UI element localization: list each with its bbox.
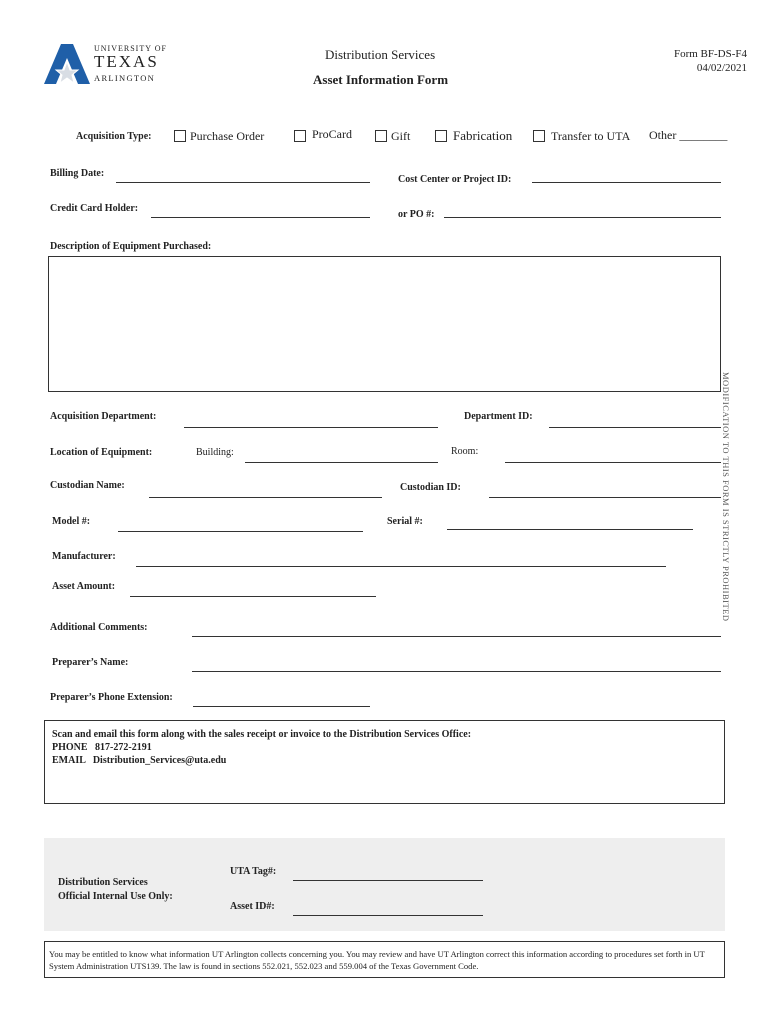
internal-title-line1: Distribution Services (58, 877, 148, 888)
billing-date-label: Billing Date: (50, 168, 105, 179)
credit-card-holder-label: Credit Card Holder: (50, 203, 139, 214)
purchase-order-checkbox[interactable] (174, 130, 186, 142)
uta-tag-label: UTA Tag#: (230, 866, 277, 877)
contact-box (44, 720, 725, 804)
cost-center-label: Cost Center or Project ID: (398, 174, 512, 185)
preparer-phone-input[interactable] (193, 692, 370, 707)
custodian-id-input[interactable] (489, 483, 721, 498)
asset-id-label: Asset ID#: (230, 901, 275, 912)
procard-label: ProCard (312, 127, 352, 141)
transfer-to-uta-label: Transfer to UTA (551, 129, 631, 143)
contact-email: EMAIL Distribution_Services@uta.edu (52, 755, 227, 766)
uta-logo (44, 44, 169, 86)
transfer-to-uta-checkbox[interactable] (533, 130, 545, 142)
logo-university-of: UNIVERSITY OF (94, 44, 167, 53)
additional-comments-label: Additional Comments: (50, 622, 148, 633)
other-label: Other ________ (649, 128, 728, 142)
purchase-order-label: Purchase Order (190, 129, 265, 143)
manufacturer-label: Manufacturer: (52, 551, 116, 562)
model-label: Model #: (52, 516, 91, 527)
preparer-name-input[interactable] (192, 657, 721, 672)
form-date: 04/02/2021 (696, 62, 747, 74)
billing-date-input[interactable] (116, 168, 370, 183)
preparer-phone-label: Preparer’s Phone Extension: (50, 692, 173, 703)
custodian-name-label: Custodian Name: (50, 480, 125, 491)
internal-title-line2: Official Internal Use Only: (58, 891, 173, 902)
custodian-id-label: Custodian ID: (400, 482, 461, 493)
serial-input[interactable] (447, 515, 693, 530)
model-input[interactable] (118, 517, 363, 532)
description-textarea[interactable] (48, 256, 721, 392)
logo-texas: TEXAS (94, 52, 159, 71)
logo-arlington: ARLINGTON (94, 73, 156, 83)
procard-checkbox[interactable] (294, 130, 306, 142)
po-input[interactable] (444, 203, 721, 218)
asset-amount-input[interactable] (130, 582, 376, 597)
cost-center-input[interactable] (532, 168, 721, 183)
description-label: Description of Equipment Purchased: (50, 241, 212, 252)
privacy-notice-box (44, 941, 725, 978)
acquisition-type-label: Acquisition Type: (76, 131, 152, 142)
fabrication-label: Fabrication (453, 128, 513, 143)
custodian-name-input[interactable] (149, 483, 382, 498)
uta-tag-input[interactable] (293, 866, 483, 881)
gift-label: Gift (391, 129, 411, 143)
manufacturer-input[interactable] (136, 552, 666, 567)
fabrication-checkbox[interactable] (435, 130, 447, 142)
department-id-input[interactable] (549, 413, 721, 428)
serial-label: Serial #: (387, 516, 423, 527)
modification-notice: MODIFICATION TO THIS FORM IS STRICTLY PROHIBITED (721, 372, 731, 622)
asset-id-input[interactable] (293, 901, 483, 916)
internal-use-section (44, 838, 725, 931)
form-number: Form BF-DS-F4 (673, 48, 747, 60)
privacy-notice-text: You may be entitled to know what information UT Arlington collects concerning you. You may review and have UT Arlington correct this information according to procedures set forth in UT System Administration UTS139. The law is found in sections 552.021, 552.023 and 559.004 of the Texas Government Code. (49, 949, 705, 971)
building-input[interactable] (245, 448, 438, 463)
po-label: or PO #: (398, 209, 435, 220)
room-input[interactable] (505, 448, 721, 463)
credit-card-holder-input[interactable] (151, 203, 370, 218)
preparer-name-label: Preparer’s Name: (52, 657, 129, 668)
acquisition-department-label: Acquisition Department: (50, 411, 157, 422)
room-label: Room: (451, 446, 479, 457)
form-title: Asset Information Form (313, 72, 449, 87)
gift-checkbox[interactable] (375, 130, 387, 142)
acquisition-department-input[interactable] (184, 413, 438, 428)
department-name: Distribution Services (325, 47, 436, 62)
contact-phone: PHONE 817-272-2191 (52, 742, 152, 753)
additional-comments-input[interactable] (192, 622, 721, 637)
location-label: Location of Equipment: (50, 447, 153, 458)
building-label: Building: (196, 447, 234, 458)
uta-star-a-icon (44, 44, 90, 86)
department-id-label: Department ID: (464, 411, 533, 422)
asset-amount-label: Asset Amount: (52, 581, 116, 592)
contact-instruction: Scan and email this form along with the sales receipt or invoice to the Distribution Services Office: (52, 729, 472, 740)
